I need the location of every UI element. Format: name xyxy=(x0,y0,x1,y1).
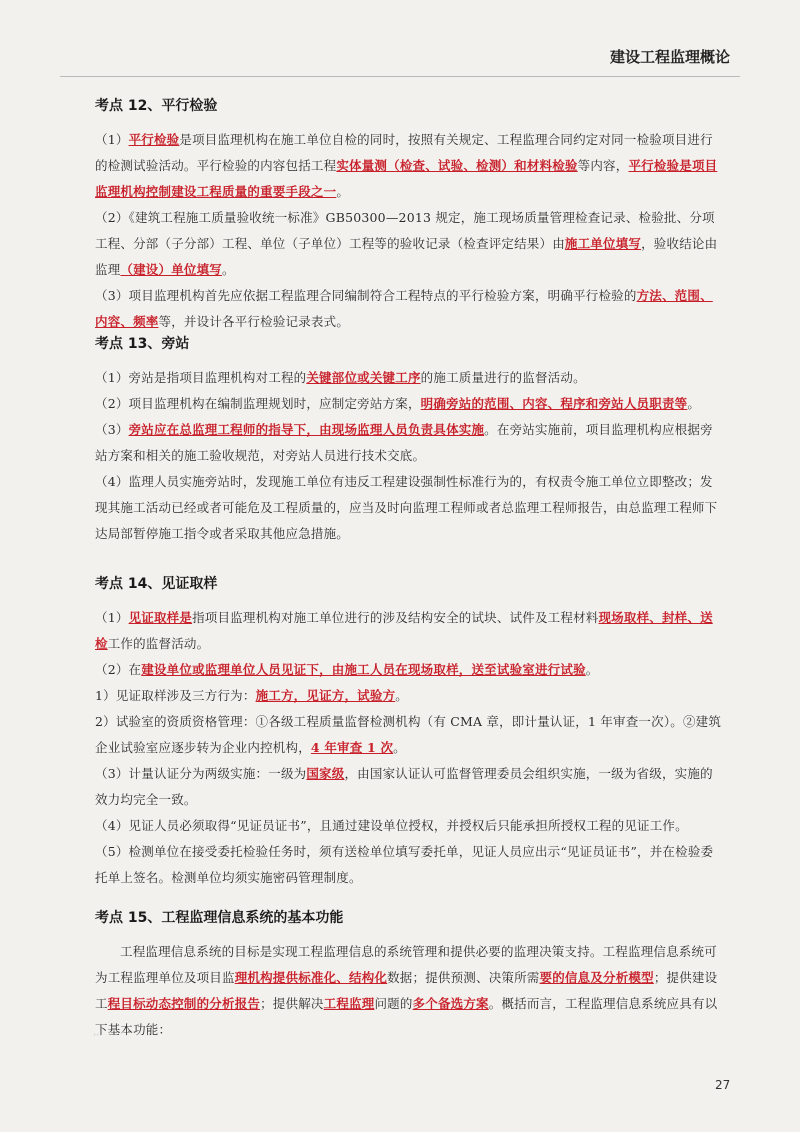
section-body xyxy=(95,365,725,547)
highlighted-text: 4 年审查 1 次 xyxy=(310,740,394,755)
paragraph xyxy=(95,761,725,813)
highlighted-text: 多个备选方案 xyxy=(412,996,489,1011)
highlighted-text: 建设单位或监理单位人员见证下，由施工人员在现场取样，送至试验室进行试验 xyxy=(141,662,586,677)
text-run: 2）试验室的资质资格管理：①各级工程质量监督检测机构（有 CMA 章，即计量认证，1 年审查一次）。②建筑企业试验室应逐步转为企业内控机构， xyxy=(95,714,722,755)
text-run: 。 xyxy=(393,740,406,755)
text-run: ；提供建设工 xyxy=(95,970,718,1011)
text-run: 是项目监理机构在施工单位自检的同时，按照有关规定、工程监理合同约定对同一检验项目进行的检测试验活动。平行检验的内容包括工程 xyxy=(95,132,713,173)
paragraph xyxy=(95,605,725,657)
text-run: （2）在 xyxy=(95,662,142,677)
highlighted-text: 程目标动态控制的分析报告 xyxy=(107,996,261,1011)
paragraph xyxy=(95,127,725,205)
highlighted-text: 施工单位填写 xyxy=(564,236,642,251)
text-run: 等内容， xyxy=(577,158,629,173)
highlighted-text: 要的信息及分析模型 xyxy=(539,970,654,985)
text-run: 工作的监督活动。 xyxy=(107,636,210,651)
paragraph xyxy=(95,709,725,761)
text-run: （5）检测单位在接受委托检验任务时，须有送检单位填写委托单，见证人员应出示“见证员证书”，并在检验委托单上签名。检测单位均须实施密码管理制度。 xyxy=(95,844,714,885)
paragraph xyxy=(95,469,725,547)
text-run: ，由国家认证认可监督管理委员会组织实施，一级为省级，实施的效力均完全一致。 xyxy=(95,766,713,807)
text-run: 。 xyxy=(585,662,599,677)
text-run: （2）项目监理机构在编制监理规划时，应制定旁站方案， xyxy=(95,396,421,411)
section-heading: 考点 12、平行检验 xyxy=(95,98,218,114)
paragraph xyxy=(95,939,725,1043)
text-run: 指项目监理机构对施工单位进行的涉及结构安全的试块、试件及工程材料 xyxy=(192,610,599,625)
text-run: 。 xyxy=(687,396,701,411)
section-body xyxy=(95,605,725,891)
paragraph xyxy=(95,839,725,891)
text-run: 问题的 xyxy=(374,996,413,1011)
text-run: （4）见证人员必须取得“见证员证书”，且通过建设单位授权，并授权后只能承担所授权工程的见证工作。 xyxy=(95,818,688,833)
highlighted-text: 旁站应在总监理工程师的指导下，由现场监理人员负责具体实施 xyxy=(128,422,485,437)
text-run: （1） xyxy=(95,610,129,625)
page-number: 27 xyxy=(715,1078,731,1092)
highlighted-text: 国家级 xyxy=(306,766,345,781)
text-run: （1） xyxy=(95,132,129,147)
highlighted-text: 实体量测（检查、试验、检测）和材料检验 xyxy=(336,158,578,173)
text-run: （4）监理人员实施旁站时，发现施工单位有违反工程建设强制性标准行为的，有权责令施工单位立即整改；发现其施工活动已经或者可能危及工程质量的，应当及时向监理工程师或者总监理工程师报告，由总监理工程师下达局部暂停施工指令或者采取其他应急措施。 xyxy=(95,474,718,541)
header-title: 建设工程监理概论 xyxy=(609,48,730,66)
text-run: ；提供解决 xyxy=(260,996,324,1011)
paragraph xyxy=(95,417,725,469)
highlighted-text: 明确旁站的范围、内容、程序和旁站人员职责等 xyxy=(420,396,688,411)
paragraph xyxy=(95,365,725,391)
highlighted-text: 理机构提供标准化、结构化 xyxy=(234,970,388,985)
highlighted-text: 平行检验是项目监理机构控制建设工程质量的重要手段之一 xyxy=(95,158,718,199)
text-run: 。概括而言，工程监理信息系统应具有以下基本功能： xyxy=(95,996,718,1037)
text-run: （1）旁站是指项目监理机构对工程的 xyxy=(95,370,307,385)
section-heading: 考点 14、见证取样 xyxy=(95,576,218,592)
paragraph xyxy=(95,283,725,335)
text-run: 。在旁站实施前，项目监理机构应根据旁站方案和相关的施工验收规范，对旁站人员进行技术交底。 xyxy=(95,422,713,463)
text-run: （3） xyxy=(95,422,129,437)
highlighted-text: 工程监理 xyxy=(323,996,375,1011)
text-run: 1）见证取样涉及三方行为： xyxy=(95,688,256,703)
text-run: 。 xyxy=(336,184,350,199)
paragraph xyxy=(95,683,725,709)
highlighted-text: 施工方，见证方，试验方 xyxy=(255,688,396,703)
highlighted-text: 见证取样是 xyxy=(128,610,193,625)
highlighted-text: （建设）单位填写 xyxy=(120,262,223,277)
highlighted-text: 现场取样、封样、送检 xyxy=(95,610,713,651)
text-run: 工程监理信息系统的目标是实现工程监理信息的系统管理和提供必要的监理决策支持。工程监理信息系统可为工程监理单位及项目监 xyxy=(95,944,717,985)
text-run: 等，并设计各平行检验记录表式。 xyxy=(158,314,350,329)
text-run: ，验收结论由监理 xyxy=(95,236,718,277)
text-run: 数据；提供预测、决策所需 xyxy=(387,970,540,985)
text-run: 的施工质量进行的监督活动。 xyxy=(420,370,586,385)
scan-mark-icon: ’’ xyxy=(93,1033,100,1044)
text-run: 。 xyxy=(395,688,408,703)
page-header xyxy=(60,0,740,77)
section-heading: 考点 13、旁站 xyxy=(95,336,190,352)
section-heading: 考点 15、工程监理信息系统的基本功能 xyxy=(95,910,344,926)
paragraph xyxy=(95,205,725,283)
section-body xyxy=(95,127,725,335)
highlighted-text: 平行检验 xyxy=(128,132,180,147)
text-run: （2）《建筑工程施工质量验收统一标准》GB50300—2013 规定，施工现场质量管理检查记录、检验批、分项工程、分部（子分部）工程、单位（子单位）工程等的验收记录（检查评定结果）由 xyxy=(95,210,715,251)
highlighted-text: 关键部位或关键工序 xyxy=(306,370,421,385)
highlighted-text: 方法、范围、内容、频率 xyxy=(95,288,713,329)
text-run: （3）计量认证分为两级实施：一级为 xyxy=(95,766,307,781)
paragraph xyxy=(95,657,725,683)
text-run: 。 xyxy=(222,262,235,277)
text-run: （3）项目监理机构首先应依据工程监理合同编制符合工程特点的平行检验方案，明确平行检验的 xyxy=(95,288,637,303)
paragraph xyxy=(95,813,725,839)
paragraph xyxy=(95,391,725,417)
section-body xyxy=(95,939,725,1043)
